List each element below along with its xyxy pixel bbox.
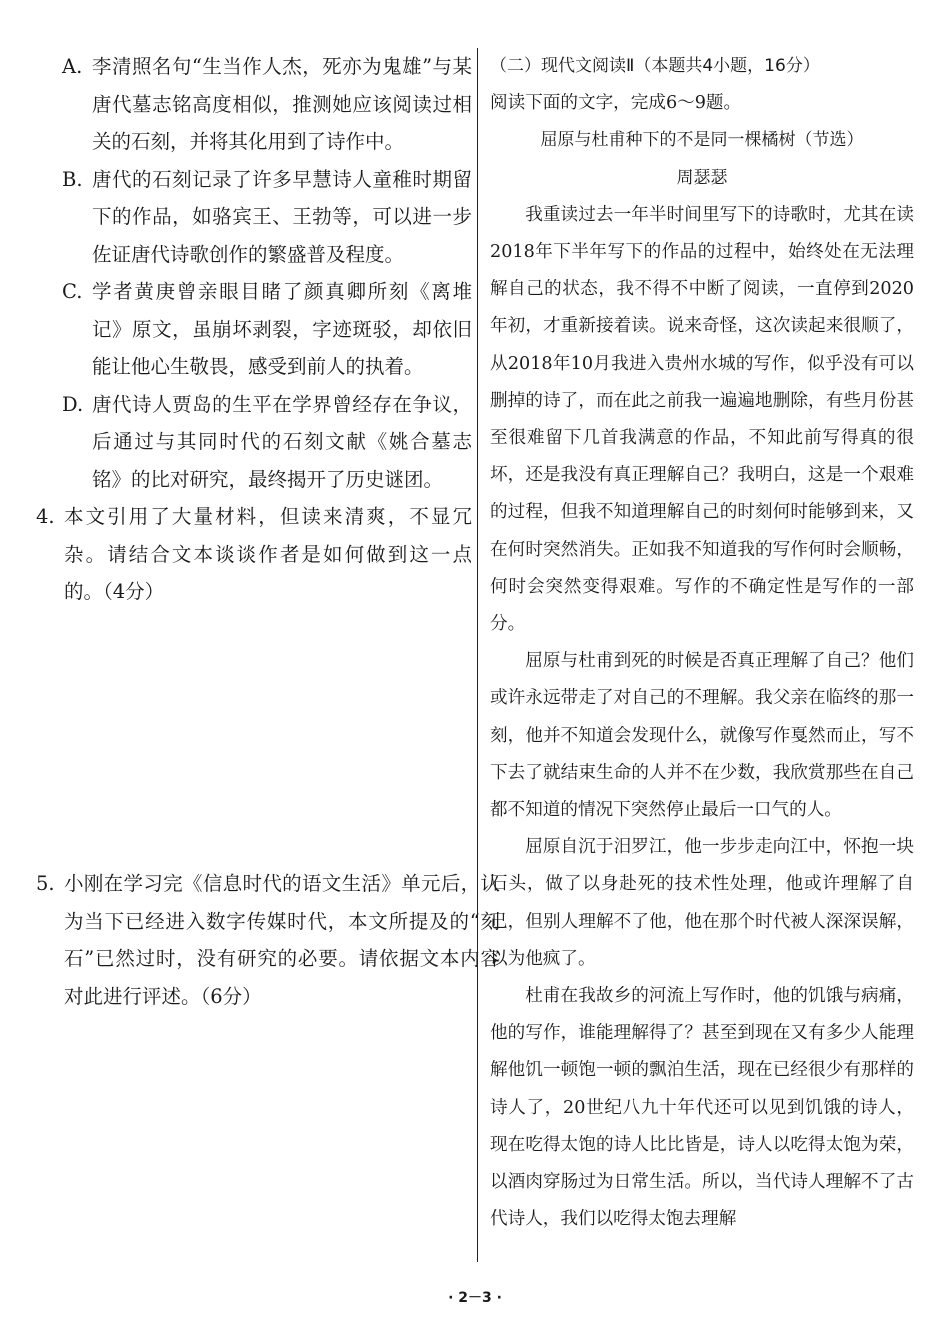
article-paragraph: 我重读过去一年半时间里写下的诗歌时，尤其在读2018年下半年写下的作品的过程中，始终处在无法理解自己的状态，我不得不中断了阅读，一直停到2020年初，才重新接着读。说来奇怪，这次读起来很顺了，从2018年10月我进入贵州水城的写作，似乎没有可以删掉的诗了，而在此之前我一遍遍地删除，有些月份甚至很难留下几首我满意的作品，不知此前写得真的很坏，还是我没有真正理解自己？我明白，这是一个艰难的过程，但我不知道理解自己的时刻何时能够到来，又在何时突然消失。正如我不知道我的写作何时会顺畅，何时会突然变得艰难。写作的不确定性是写作的一部分。 [490,204,914,635]
column-divider [477,48,478,1262]
question-number: 4. [36,505,55,528]
option-label: B. [62,167,83,191]
right-column [490,48,914,1239]
option-d [36,386,472,499]
option-c [36,273,472,386]
left-column [36,48,500,1008]
article-paragraph: 屈原与杜甫到死的时候是否真正理解了自己？他们或许永远带走了对自己的不理解。我父亲在临终的那一刻，他并不知道会发现什么，就像写作戛然而止，写不下去了就结束生命的人并不在少数，我欣赏那些在自己都不知道的情况下突然停止最后一口气的人。 [490,651,914,821]
option-text: 唐代诗人贾岛的生平在学界曾经存在争议，后通过与其同时代的石刻文献《姚合墓志铭》的比对研究，最终揭开了历史谜团。 [92,392,472,491]
question-text: 本文引用了大量材料，但读来清爽，不显冗杂。请结合文本谈谈作者是如何做到这一点的。（4分） [64,505,472,603]
option-text: 学者黄庚曾亲眼目睹了颜真卿所刻《离堆记》原文，虽崩坏剥裂，字迹斑驳，却依旧能让他心生敬畏，感受到前人的执着。 [92,280,472,378]
page-number: · 2－3 · [448,1290,502,1306]
option-label: A. [62,55,83,78]
question-text: 小刚在学习完《信息时代的语文生活》单元后，认为当下已经进入数字传媒时代，本文所提及的“刻石”已然过时，没有研究的必要。请依据文本内容对此进行评述。（6分） [64,872,500,1008]
option-label: D. [62,392,84,416]
reading-instruction: 阅读下面的文字，完成6～9题。 [490,93,742,114]
section-header: （二）现代文阅读Ⅱ（本题共4小题，16分） [490,56,820,76]
question-4 [36,498,472,611]
question-5 [36,865,500,1015]
option-label: C. [62,280,83,303]
option-b [36,161,472,274]
article-title: 屈原与杜甫种下的不是同一棵橘树（节选） [540,130,864,151]
option-text: 李清照名句“生当作人杰，死亦为鬼雄”与某唐代墓志铭高度相似，推测她应该阅读过相关的石刻，并将其化用到了诗作中。 [92,55,472,153]
article-author: 周瑟瑟 [676,167,728,188]
option-text: 唐代的石刻记录了许多早慧诗人童稚时期留下的作品，如骆宾王、王勃等，可以进一步佐证唐代诗歌创作的繁盛普及程度。 [92,167,472,266]
option-a [36,48,472,161]
article-paragraph: 杜甫在我故乡的河流上写作时，他的饥饿与病痛，他的写作，谁能理解得了？甚至到现在又有多少人能理解他饥一顿饱一顿的飘泊生活，现在已经很少有那样的诗人了，20世纪八九十年代还可以见到饥饿的诗人，现在吃得太饱的诗人比比皆是，诗人以吃得太饱为荣，以酒肉穿肠过为日常生活。所以，当代诗人理解不了古代诗人，我们以吃得太饱去理解 [490,986,914,1230]
question-number: 5. [36,872,55,895]
article-paragraph: 屈原自沉于汨罗江，他一步步走向江中，怀抱一块石头，做了以身赴死的技术性处理，他或许理解了自己，但别人理解不了他，他在那个时代被人深深误解，以为他疯了。 [490,837,914,969]
